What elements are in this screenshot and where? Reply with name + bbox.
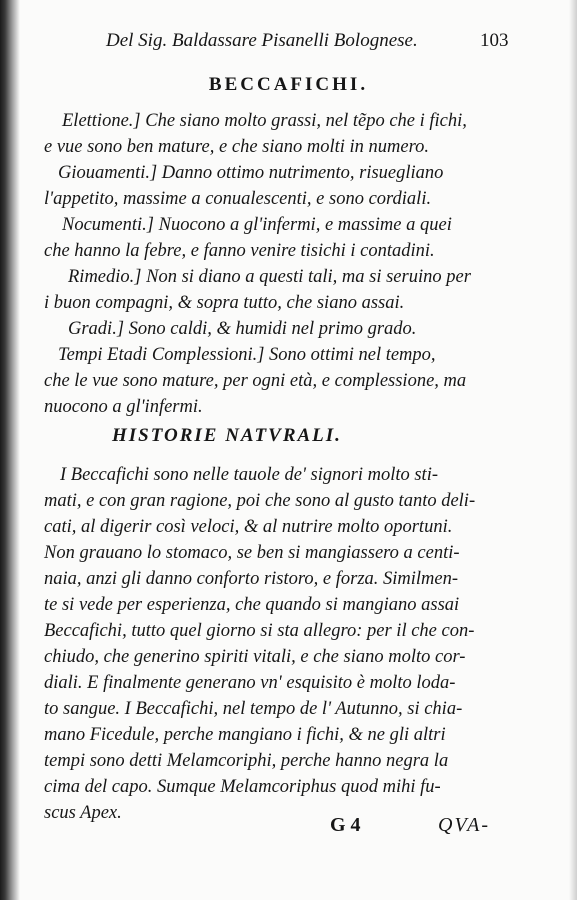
text-line: tempi sono detti Melamcoriphi, perche hanno negra la	[44, 751, 449, 771]
text-line: che le vue sono mature, per ogni età, e complessione, ma	[44, 371, 467, 391]
text-line: mati, e con gran ragione, poi che sono al gusto tanto deli-	[44, 491, 476, 511]
text-line: Giouamenti.] Danno ottimo nutrimento, risuegliano	[58, 163, 444, 183]
text-line: Beccafichi, tutto quel giorno si sta allegro: per il che con-	[44, 621, 475, 641]
text-line: chiudo, che generino spiriti vitali, e che siano molto cor-	[44, 647, 466, 667]
text-line: che hanno la febre, e fanno venire tisichi i contadini.	[44, 241, 435, 261]
text-line: l'appetito, massime a conualescenti, e sono cordiali.	[44, 189, 432, 209]
text-line: diali. E finalmente generano vn' esquisito è molto loda-	[44, 673, 456, 693]
text-line: i buon compagni, & sopra tutto, che siano assai.	[44, 293, 405, 313]
text-line: Nocumenti.] Nuocono a gl'infermi, e massime a quei	[62, 215, 452, 235]
text-line: nuocono a gl'infermi.	[44, 397, 203, 417]
text-line: naia, anzi gli danno conforto ristoro, e forza. Similmen-	[44, 569, 459, 589]
signature-mark: G 4	[330, 814, 361, 836]
text-line: Rimedio.] Non si diano a questi tali, ma si seruino per	[68, 267, 471, 287]
text-line: to sangue. I Beccafichi, nel tempo de l' Autunno, si chia-	[44, 699, 463, 719]
text-line: Non grauano lo stomaco, se ben si mangiassero a centi-	[44, 543, 460, 563]
text-line: scus Apex.	[44, 803, 122, 823]
text-line: te si vede per esperienza, che quando si mangiano assai	[44, 595, 460, 615]
text-line: I Beccafichi sono nelle tauole de' signori molto sti-	[60, 465, 438, 485]
catchword: QVA-	[438, 814, 491, 836]
page-number: 103	[480, 30, 509, 51]
text-line: Elettione.] Che siano molto grassi, nel tẽpo che i fichi,	[62, 111, 467, 131]
text-line: Gradi.] Sono caldi, & humidi nel primo grado.	[68, 319, 417, 339]
subsection-heading: HISTORIE NATVRALI.	[112, 425, 342, 446]
text-line: e vue sono ben mature, e che siano molti in numero.	[44, 137, 429, 157]
text-line: cima del capo. Sumque Melamcoriphus quod mihi fu-	[44, 777, 441, 797]
text-line: Tempi Etadi Complessioni.] Sono ottimi nel tempo,	[58, 345, 436, 365]
text-line: mano Ficedule, perche mangiano i fichi, & ne gli altri	[44, 725, 446, 745]
section-heading: BECCAFICHI.	[208, 74, 369, 95]
text-line: cati, al digerir così veloci, & al nutrire molto oportuni.	[44, 517, 453, 537]
running-head-title: Del Sig. Baldassare Pisanelli Bolognese.	[106, 30, 418, 51]
